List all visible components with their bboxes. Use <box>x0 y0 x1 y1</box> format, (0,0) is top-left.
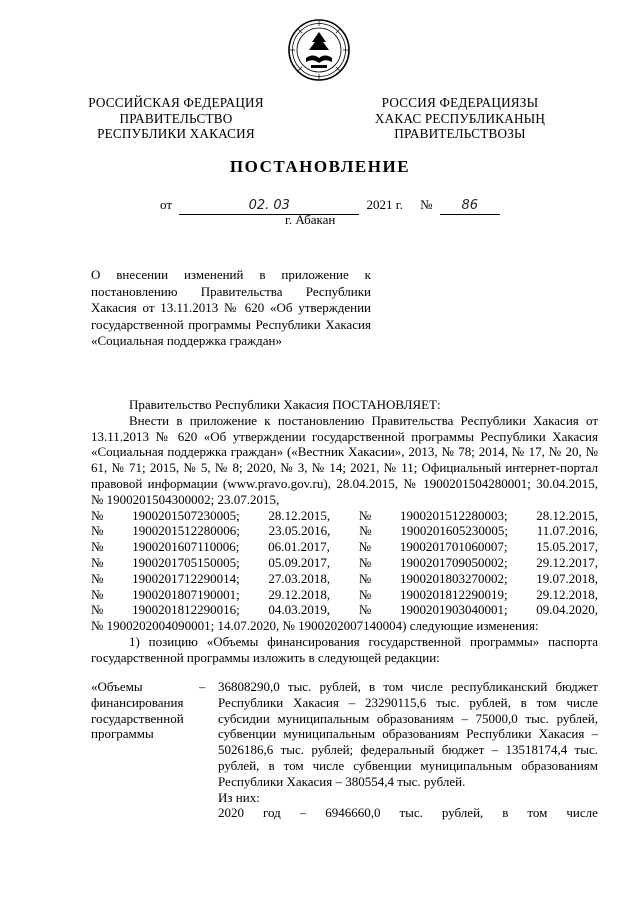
reference-cell: № <box>358 602 372 618</box>
of-them-label: Из них: <box>218 789 260 805</box>
reference-cell: 1900201709050002; <box>399 554 508 570</box>
reference-cell: 15.05.2017, <box>536 539 598 555</box>
number-sign: № <box>420 197 433 212</box>
reference-cell: 29.12.2018, <box>536 586 598 602</box>
year-line-word: 6946660,0 <box>325 805 381 821</box>
reference-cell: № <box>91 570 104 586</box>
subject-heading: О внесении изменений в приложение к постановлению Правительства Республики Хакасия от 13.11.2013 № 620 «Об утверждении государственной программы Республики Хакасия «Социальная поддержка граждан» <box>91 267 371 348</box>
reference-cell: 1900201812290016; <box>132 602 240 618</box>
reference-cell: № <box>91 523 104 539</box>
reference-cell: № <box>91 586 104 602</box>
financing-amount-text: 36808290,0 тыс. рублей, в том числе республиканский бюджет Республики Хакасия – 23290115,6 тыс. рублей, в том числе субсидии муниципальным образованиям – 75000,0 тыс. рублей, субвенции муниципальным образованиям Республики Хакасия – 5026186,6 тыс. рублей; федеральный бюджет – 13518174,4 тыс. рублей, в том числе субвенции муниципальным образованиям Республики Хакасия – 380554,4 тыс. рублей. <box>218 679 598 789</box>
city-label: г. Абакан <box>285 212 336 227</box>
reference-cell: 1900201607110006; <box>132 539 240 555</box>
reference-cell: 1900201705150005; <box>132 554 240 570</box>
reference-cell: 1900201512280003; <box>399 507 508 523</box>
header-left-line-1: РОССИЙСКАЯ ФЕДЕРАЦИЯ <box>88 95 264 110</box>
reference-cell: 28.12.2015, <box>536 507 598 523</box>
reference-row <box>91 587 598 603</box>
reference-cell: 1900201507230005; <box>132 507 240 523</box>
reference-cell: 04.03.2019, <box>268 602 331 618</box>
financing-value-cell <box>218 679 598 821</box>
publication-references <box>91 508 598 619</box>
year-line-word: тыс. <box>399 805 423 821</box>
reference-cell: 27.03.2018, <box>268 570 331 586</box>
amendment-paragraph-start: Внести в приложение к постановлению Правительства Республики Хакасия от 13.11.2013 № 620 «Об утверждении государственной программы Республики Хакасия «Социальная поддержка граждан» («Вестник Хакасии», 2013, № 78; 2014, № 17, № 20, № 61, № 71; 2015, № 5, № 8; 2020, № 3, № 14; 2021, № 11; Официальный интернет-портал правовой информации (www.pravo.gov.ru), 28.04.2015, № 1900201504280001; 30.04.2015, № 1900201504300002; 23.07.2015, <box>91 412 598 507</box>
reference-cell: 23.05.2016, <box>268 523 331 539</box>
reference-cell: № <box>91 602 104 618</box>
document-number-field: 86 <box>440 199 500 215</box>
reference-cell: 28.12.2015, <box>268 507 331 523</box>
reference-row <box>91 602 598 618</box>
reference-cell: 1900201512280006; <box>132 523 240 539</box>
reference-cell: 29.12.2017, <box>536 554 598 570</box>
year-line-word: – <box>299 805 307 821</box>
reference-cell: 1900201803270002; <box>399 570 508 586</box>
reference-cell: 09.04.2020, <box>536 602 598 618</box>
header-right-line-2: ХАКАС РЕСПУБЛИКАНЫҢ <box>374 110 546 126</box>
reference-row <box>91 571 598 587</box>
reference-cell: 1900201605230005; <box>400 523 508 539</box>
reference-cell: № <box>358 570 372 586</box>
year-line-word: том <box>527 805 548 821</box>
document-body <box>91 397 598 666</box>
reference-cell: 29.12.2018, <box>268 586 331 602</box>
reference-cell: № <box>358 539 372 555</box>
date-prefix: от <box>160 197 173 212</box>
header-right-line-1: РОССИЯ ФЕДЕРАЦИЯЗЫ <box>381 95 539 110</box>
resolves-paragraph: Правительство Республики Хакасия ПОСТАНОВЛЯЕТ: <box>129 397 441 412</box>
reference-cell: 11.07.2016, <box>536 523 598 539</box>
header-right <box>369 95 551 142</box>
reference-cell: № <box>359 523 372 539</box>
year-line-word: рублей, <box>441 805 484 821</box>
amendment-paragraph-end: № 1900202004090001; 14.07.2020, № 1900202007140004) следующие изменения: <box>91 618 539 634</box>
year-line-word: 2020 <box>218 805 244 821</box>
year-2020-line <box>218 805 598 821</box>
reference-cell: № <box>358 586 372 602</box>
reference-cell: 1900201807190001; <box>132 586 240 602</box>
item-1-paragraph: 1) позицию «Объемы финансирования государственной программы» паспорта государственной программы изложить в следующей редакции: <box>91 633 598 665</box>
reference-cell: 1900201701060007; <box>399 539 508 555</box>
reference-cell: 1900201712290014; <box>132 570 240 586</box>
year-label: 2021 г. <box>366 197 403 212</box>
reference-cell: 06.01.2017, <box>268 539 330 555</box>
reference-cell: № <box>358 554 372 570</box>
header-left-line-2: ПРАВИТЕЛЬСТВО <box>119 110 233 126</box>
document-title: ПОСТАНОВЛЕНИЕ <box>229 157 411 176</box>
date-field: 02. 03 <box>179 199 359 215</box>
header-left <box>82 95 270 142</box>
reference-cell: № <box>358 507 372 523</box>
reference-cell: 1900201903040001; <box>399 602 508 618</box>
reference-row <box>91 539 598 555</box>
reference-cell: 1900201812290019; <box>399 586 508 602</box>
reference-cell: № <box>91 507 104 523</box>
financing-label-cell: «Объемы финансирования государственной программы <box>91 679 184 742</box>
year-line-word: числе <box>566 805 598 821</box>
year-line-word: в <box>502 805 509 821</box>
reference-cell: 19.07.2018, <box>536 570 598 586</box>
year-line-word: год <box>262 805 281 821</box>
reference-row <box>91 508 598 524</box>
reference-row <box>91 523 598 539</box>
header-left-line-3: РЕСПУБЛИКИ ХАКАСИЯ <box>97 126 255 141</box>
reference-cell: № <box>91 554 104 570</box>
reference-row <box>91 555 598 571</box>
reference-cell: 05.09.2017, <box>268 554 331 570</box>
republic-coat-of-arms-emblem <box>287 18 351 82</box>
reference-cell: № <box>91 539 104 555</box>
header-right-line-3: ПРАВИТЕЛЬСТВОЗЫ <box>394 126 526 141</box>
financing-dash: – <box>199 679 206 694</box>
